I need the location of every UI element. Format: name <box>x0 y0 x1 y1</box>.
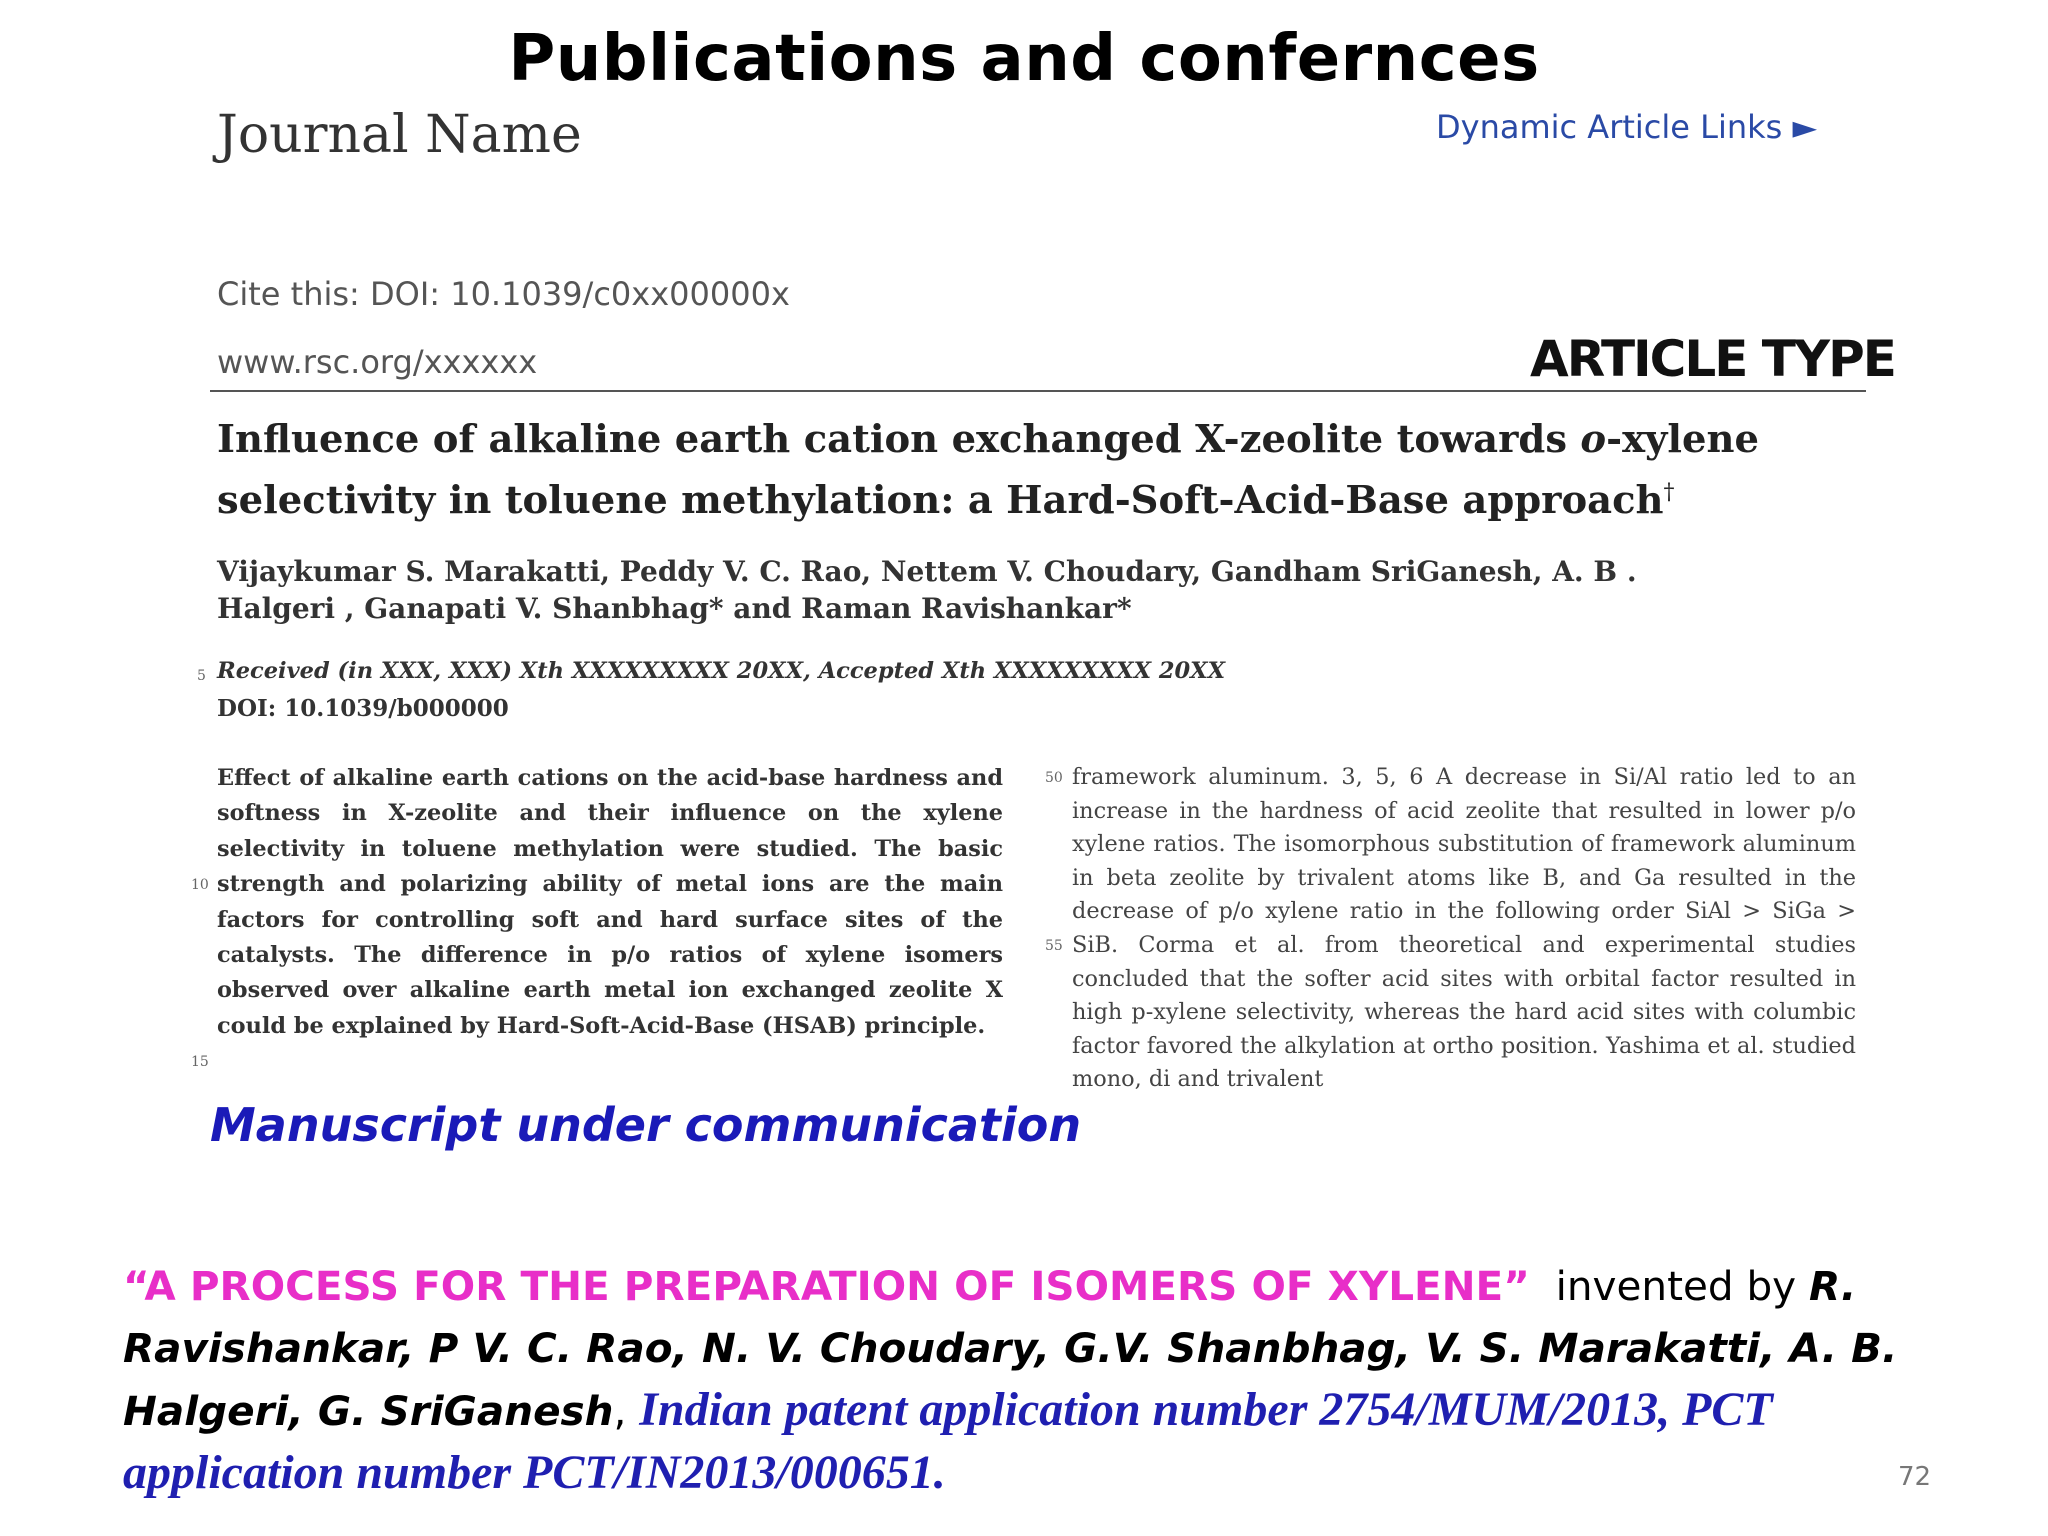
website-url: www.rsc.org/xxxxxx <box>217 343 538 381</box>
article-title-part2: -xylene <box>1606 417 1760 462</box>
header-rule <box>210 390 1866 392</box>
authors-line1: Vijaykumar S. Marakatti, Peddy V. C. Rao, Nettem V. Choudary, Gandham SriGanesh, A. B . <box>217 555 1637 588</box>
article-abstract: Effect of alkaline earth cations on the acid-base hardness and softness in X-zeolite and their influence on the xylene selectivity in toluene methylation were studied. The basic strength and polarizing ability of metal ions are the main factors for controlling soft and hard surface sites of the catalysts. The difference in p/o ratios of xylene isomers observed over alkaline earth metal ion exchanged zeolite X could be explained by Hard-Soft-Acid-Base (HSAB) principle. <box>217 765 1003 1039</box>
patent-application-details: Indian patent application number 2754/MUM/2013, PCT application number PCT/IN2013/000651. <box>123 1383 1773 1499</box>
article-title-italic: o <box>1580 417 1607 462</box>
article-doi: DOI: 10.1039/b000000 <box>217 695 509 722</box>
line-number-10: 10 <box>191 877 209 893</box>
line-number-55: 55 <box>1045 938 1063 954</box>
manuscript-status: Manuscript under communication <box>210 1098 1082 1152</box>
patent-inventors: R. Ravishankar, P V. C. Rao, N. V. Choudary, G.V. Shanbhag, V. S. Marakatti, A. B. Halgeri, G. SriGanesh <box>123 1262 1898 1435</box>
article-type: ARTICLE TYPE <box>1530 330 1895 388</box>
dynamic-article-links: Dynamic Article Links ► <box>1436 108 1818 146</box>
patent-citation: “A PROCESS FOR THE PREPARATION OF ISOMERS OF XYLENE” invented by R. Ravishankar, P V. C. Rao, N. V. Choudary, G.V. Shanbhag, V. S. Marakatti, A. B. Halgeri, G. SriGanesh, Indian patent application number 2754/MUM/2013, PCT application number PCT/IN2013/000651. <box>123 1262 1898 1499</box>
line-number-5: 5 <box>197 668 206 684</box>
slide-title: Publications and confernces <box>508 22 1540 96</box>
article-body-text: framework aluminum. 3, 5, 6 A decrease in Si/Al ratio led to an increase in the hardness of acid zeolite that resulted in lower p/o xylene ratios. The isomorphous substitution of framework aluminum in beta zeolite by trivalent atoms like B, and Ga resulted in the decrease of p/o xylene ratio in the following order SiAl > SiGa > SiB. Corma et al. from theoretical and experimental studies concluded that the softer acid sites with orbital factor resulted in high p-xylene selectivity, whereas the hard acid sites with columbic factor favored the alkylation at ortho position. Yashima et al. studied mono, di and trivalent <box>1072 764 1856 1093</box>
authors-line2: Halgeri , Ganapati V. Shanbhag* and Raman Ravishankar* <box>217 592 1132 625</box>
article-title-line2: selectivity in toluene methylation: a Hard-Soft-Acid-Base approach <box>217 477 1664 523</box>
article-title <box>217 413 1857 527</box>
invented-by-label: invented by <box>1555 1262 1797 1310</box>
article-authors <box>217 553 1857 627</box>
line-number-15: 15 <box>191 1054 209 1070</box>
line-number-50: 50 <box>1045 770 1063 786</box>
article-title-part1: Influence of alkaline earth cation exchanged X-zeolite towards <box>217 417 1581 462</box>
cite-doi: Cite this: DOI: 10.1039/c0xx00000x <box>217 275 790 313</box>
dagger-mark: † <box>1663 480 1675 505</box>
patent-title: “A PROCESS FOR THE PREPARATION OF ISOMERS OF XYLENE” <box>123 1262 1530 1310</box>
journal-name: Journal Name <box>217 105 582 165</box>
page-number: 72 <box>1898 1462 1932 1492</box>
received-line: Received (in XXX, XXX) Xth XXXXXXXXX 20XX, Accepted Xth XXXXXXXXX 20XX <box>217 658 1226 684</box>
